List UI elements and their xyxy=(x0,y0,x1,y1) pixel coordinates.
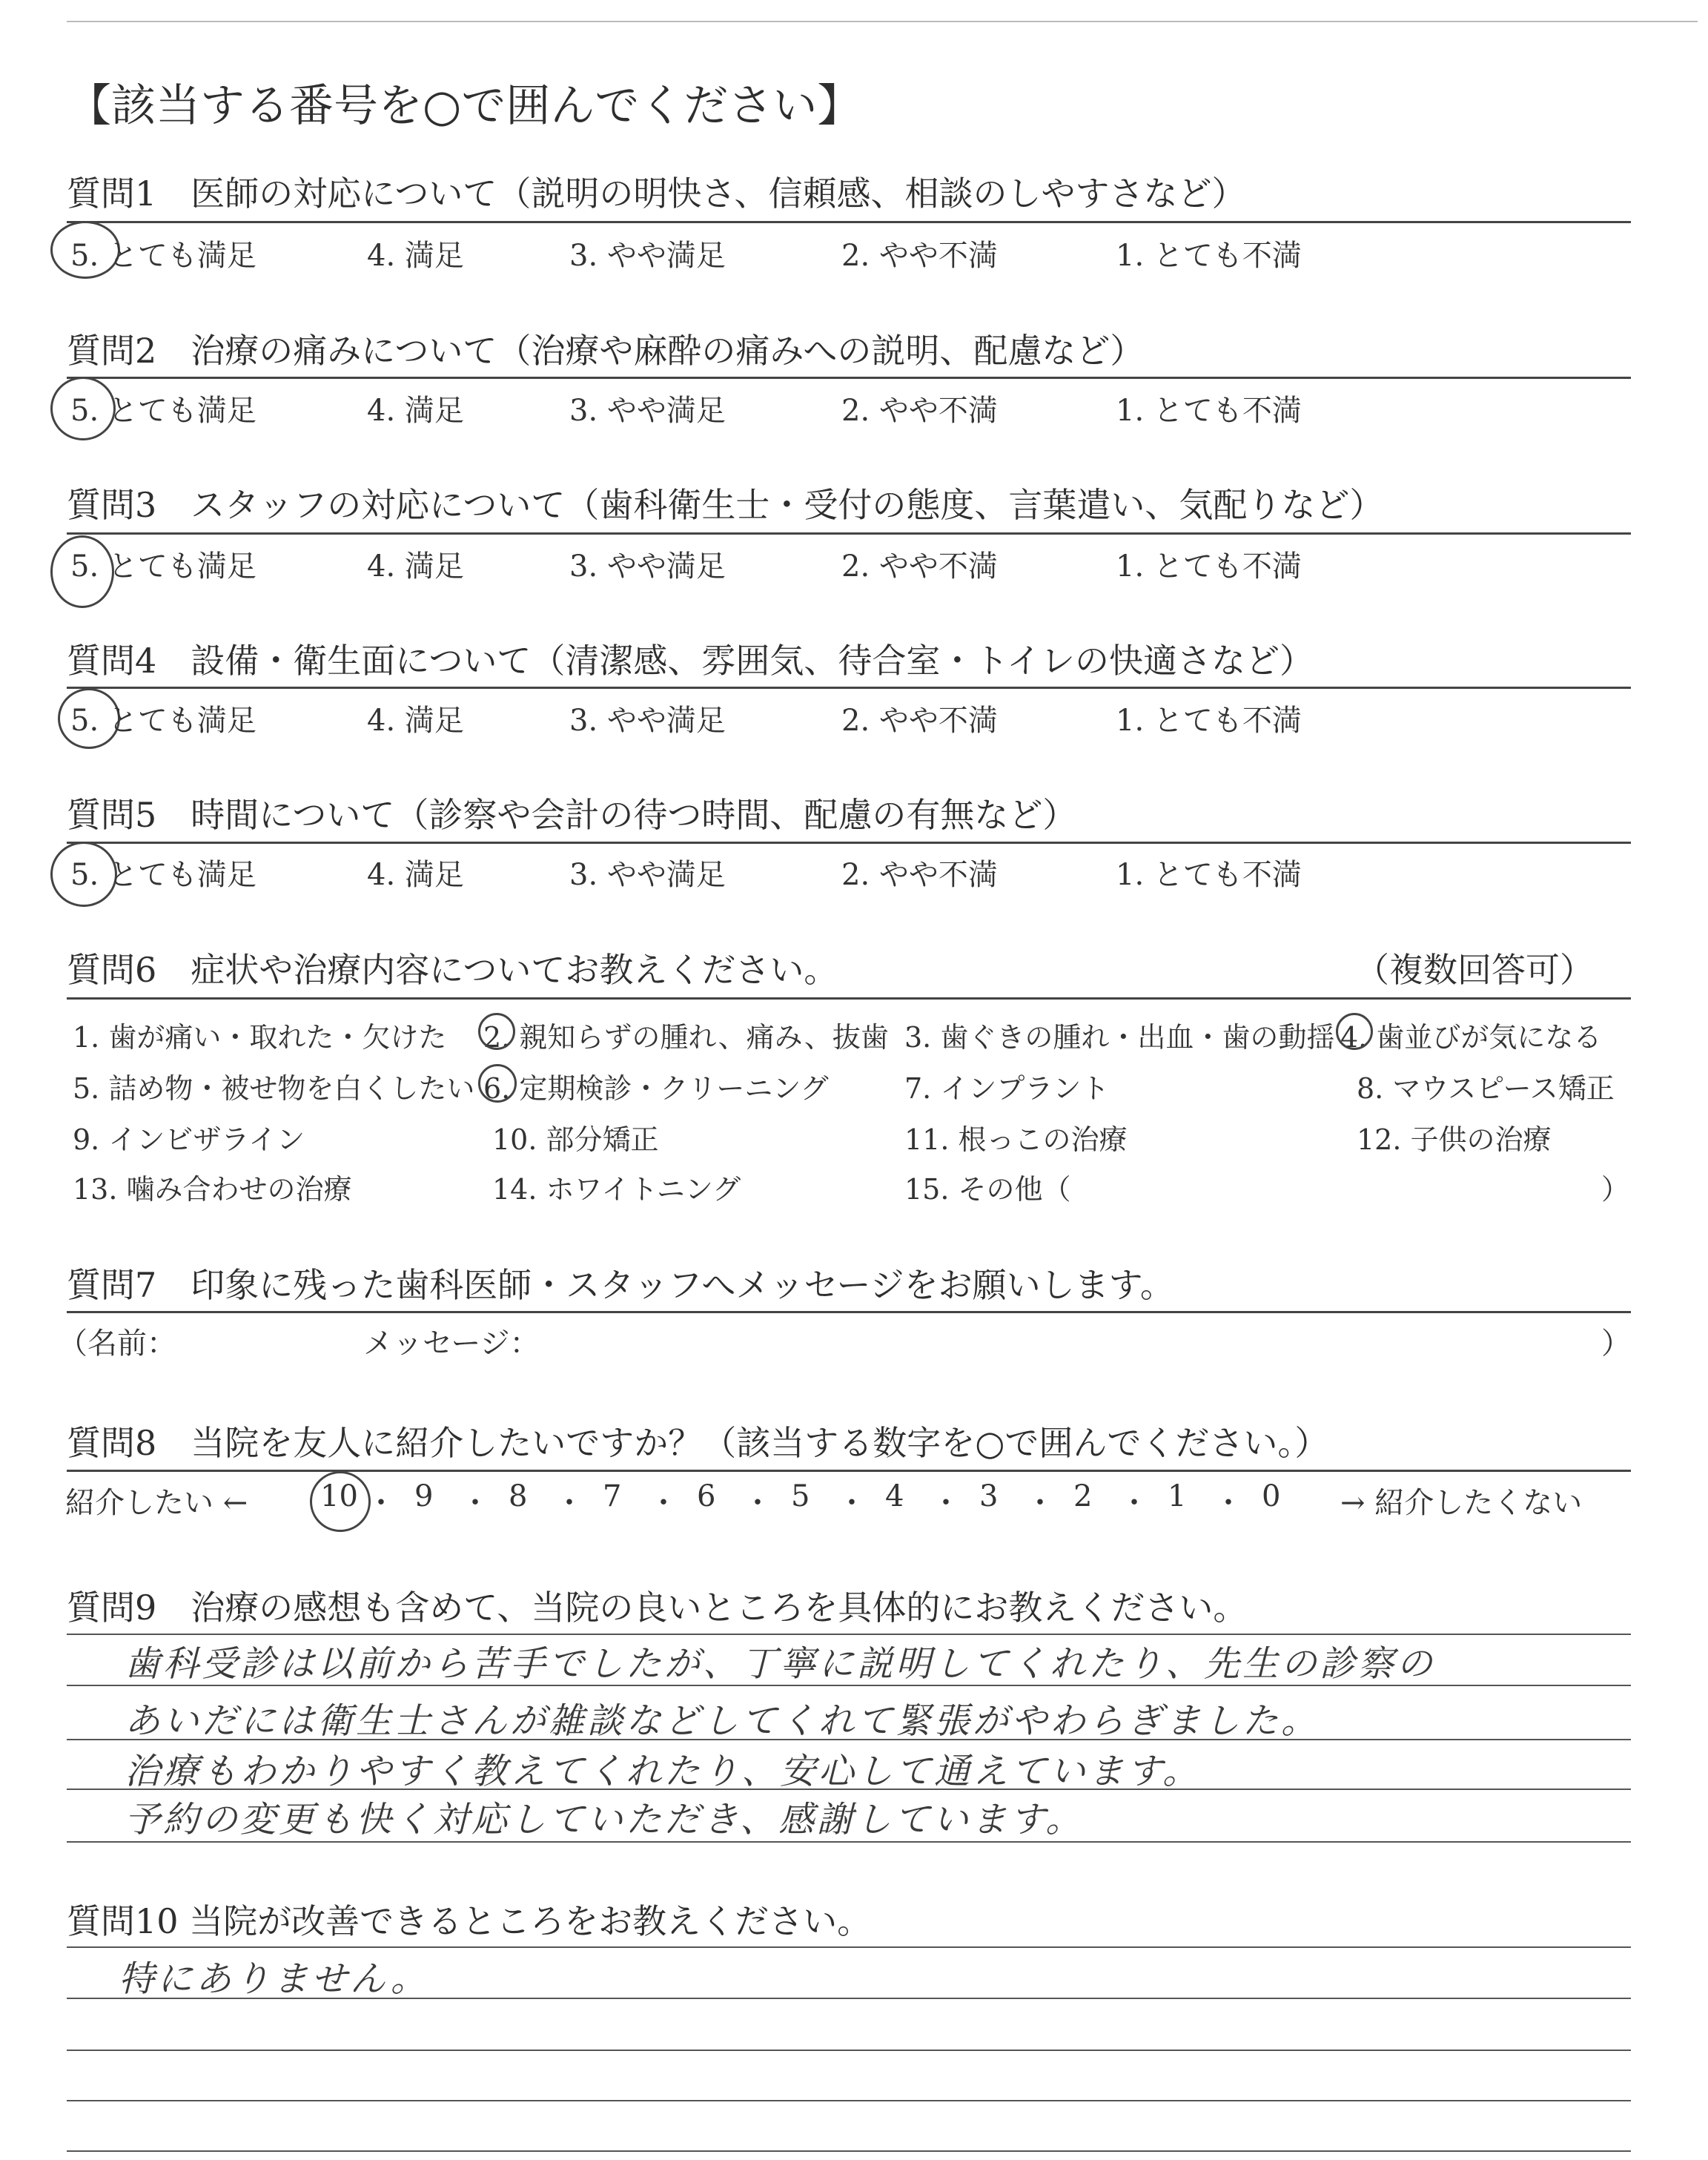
question-3-label: 質問3 スタッフの対応について（歯科衛生士・受付の態度、言葉遣い、気配りなど） xyxy=(67,485,1384,525)
q8-scale-3[interactable]: 3 xyxy=(979,1479,999,1513)
q9-line-4 xyxy=(67,1789,1631,1790)
selection-circle-mark xyxy=(478,1064,517,1103)
q8-left-label: 紹介したい ← xyxy=(65,1486,248,1520)
q10-line-5 xyxy=(67,2150,1631,2152)
selection-circle-mark xyxy=(478,1013,515,1050)
question-8-rule xyxy=(67,1470,1631,1472)
q4-option-1[interactable]: 1. とても不満 xyxy=(1116,704,1302,738)
q2-option-3[interactable]: 3. やや満足 xyxy=(569,394,726,428)
q10-line-4 xyxy=(67,2100,1631,2101)
q2-option-2[interactable]: 2. やや不満 xyxy=(841,394,998,428)
q1-option-1[interactable]: 1. とても不満 xyxy=(1116,239,1302,273)
q8-scale-separator: ・ xyxy=(1025,1486,1055,1520)
q8-scale-separator: ・ xyxy=(931,1486,961,1520)
q5-option-1[interactable]: 1. とても不満 xyxy=(1116,858,1302,892)
question-1-rule xyxy=(67,221,1631,223)
q8-scale-separator: ・ xyxy=(1119,1486,1149,1520)
question-7-label: 質問7 印象に残った歯科医師・スタッフへメッセージをお願いします。 xyxy=(67,1265,1174,1305)
q10-line-1 xyxy=(67,1946,1631,1948)
q9-line-2 xyxy=(67,1685,1631,1686)
q10-line-2 xyxy=(67,1998,1631,1999)
q4-option-4[interactable]: 4. 満足 xyxy=(367,704,464,738)
q8-scale-2[interactable]: 2 xyxy=(1073,1479,1093,1513)
q8-scale-8[interactable]: 8 xyxy=(509,1479,528,1513)
question-4-label: 質問4 設備・衛生面について（清潔感、雰囲気、待合室・トイレの快適さなど） xyxy=(67,641,1314,681)
question-1-label: 質問1 医師の対応について（説明の明快さ、信頼感、相談のしやすさなど） xyxy=(67,174,1246,214)
q6-item-7[interactable]: 7. インプラント xyxy=(904,1072,1110,1105)
question-7-rule xyxy=(67,1311,1631,1313)
q8-scale-9[interactable]: 9 xyxy=(414,1479,434,1513)
q6-item-8[interactable]: 8. マウスピース矯正 xyxy=(1357,1072,1615,1105)
q7-message-label: メッセージ： xyxy=(363,1327,540,1361)
question-9-label: 質問9 治療の感想も含めて、当院の良いところを具体的にお教えください。 xyxy=(67,1588,1248,1628)
question-6-note: （複数回答可） xyxy=(1355,950,1594,990)
q2-option-1[interactable]: 1. とても不満 xyxy=(1116,394,1302,428)
question-2-rule xyxy=(67,377,1631,379)
q8-scale-separator: ・ xyxy=(837,1486,867,1520)
page-title: 【該当する番号を○で囲んでください】 xyxy=(67,80,862,132)
q9-line-3 xyxy=(67,1739,1631,1740)
question-3-rule xyxy=(67,532,1631,535)
q10-line-3 xyxy=(67,2050,1631,2051)
q8-scale-10[interactable]: 10 xyxy=(320,1479,358,1513)
q4-option-3[interactable]: 3. やや満足 xyxy=(569,704,726,738)
q6-item-14[interactable]: 14. ホワイトニング xyxy=(492,1173,741,1206)
q6-item-12[interactable]: 12. 子供の治療 xyxy=(1357,1123,1552,1156)
q5-option-5[interactable]: 5. とても満足 xyxy=(70,858,256,892)
q8-scale-separator: ・ xyxy=(743,1486,772,1520)
q8-scale-separator: ・ xyxy=(649,1486,678,1520)
q8-scale-0[interactable]: 0 xyxy=(1262,1479,1281,1513)
q6-other-close: ） xyxy=(1601,1173,1630,1206)
q6-item-2[interactable]: 2. 親知らずの腫れ、痛み、抜歯 xyxy=(483,1021,889,1054)
q8-scale-6[interactable]: 6 xyxy=(697,1479,716,1513)
q6-item-13[interactable]: 13. 噛み合わせの治療 xyxy=(73,1173,352,1206)
selection-circle-mark xyxy=(310,1471,371,1532)
q3-option-5[interactable]: 5. とても満足 xyxy=(70,549,256,584)
q8-scale-4[interactable]: 4 xyxy=(885,1479,904,1513)
q6-item-5[interactable]: 5. 詰め物・被せ物を白くしたい xyxy=(73,1072,475,1105)
q8-scale-separator: ・ xyxy=(555,1486,584,1520)
q6-item-4[interactable]: 4. 歯並びが気になる xyxy=(1340,1021,1602,1054)
q3-option-2[interactable]: 2. やや不満 xyxy=(841,549,998,584)
question-6-rule xyxy=(67,997,1631,1000)
q1-option-3[interactable]: 3. やや満足 xyxy=(569,239,726,273)
q8-scale-5[interactable]: 5 xyxy=(791,1479,810,1513)
selection-circle-mark xyxy=(1336,1013,1373,1050)
top-border xyxy=(67,21,1698,22)
q3-option-4[interactable]: 4. 満足 xyxy=(367,549,464,584)
q6-item-3[interactable]: 3. 歯ぐきの腫れ・出血・歯の動揺 xyxy=(904,1021,1335,1054)
q6-item-15[interactable]: 15. その他（ xyxy=(904,1173,1071,1206)
q9-answer-line-4: 予約の変更も快く対応していただき、感謝しています。 xyxy=(125,1799,1085,1840)
q1-option-4[interactable]: 4. 満足 xyxy=(367,239,464,273)
q5-option-2[interactable]: 2. やや不満 xyxy=(841,858,998,892)
q2-option-4[interactable]: 4. 満足 xyxy=(367,394,464,428)
q3-option-3[interactable]: 3. やや満足 xyxy=(569,549,726,584)
q9-line-5 xyxy=(67,1841,1631,1843)
q1-option-2[interactable]: 2. やや不満 xyxy=(841,239,998,273)
q8-scale-separator: ・ xyxy=(366,1486,396,1520)
q5-option-3[interactable]: 3. やや満足 xyxy=(569,858,726,892)
q9-answer-line-2: あいだには衛生士さんが雑談などしてくれて緊張がやわらぎました。 xyxy=(125,1700,1320,1742)
q9-answer-line-3: 治療もわかりやすく教えてくれたり、安心して通えています。 xyxy=(125,1751,1202,1792)
question-8-label: 質問8 当院を友人に紹介したいですか？（該当する数字を○で囲んでください。） xyxy=(67,1423,1329,1463)
q10-answer-line-1: 特にありません。 xyxy=(119,1958,429,2000)
q9-answer-line-1: 歯科受診は以前から苦手でしたが、丁寧に説明してくれたり、先生の診察の xyxy=(125,1643,1436,1685)
q3-option-1[interactable]: 1. とても不満 xyxy=(1116,549,1302,584)
q6-item-11[interactable]: 11. 根っこの治療 xyxy=(904,1123,1128,1156)
q8-scale-separator: ・ xyxy=(460,1486,490,1520)
q8-scale-7[interactable]: 7 xyxy=(603,1479,622,1513)
q6-item-10[interactable]: 10. 部分矯正 xyxy=(492,1123,659,1156)
q8-scale-separator: ・ xyxy=(1214,1486,1243,1520)
q5-option-4[interactable]: 4. 満足 xyxy=(367,858,464,892)
q4-option-2[interactable]: 2. やや不満 xyxy=(841,704,998,738)
q2-option-5[interactable]: 5. とても満足 xyxy=(70,394,256,428)
q6-item-1[interactable]: 1. 歯が痛い・取れた・欠けた xyxy=(73,1021,447,1054)
question-2-label: 質問2 治療の痛みについて（治療や麻酔の痛みへの説明、配慮など） xyxy=(67,331,1145,371)
q6-item-6[interactable]: 6. 定期検診・クリーニング xyxy=(483,1072,829,1105)
q1-option-5[interactable]: 5. とても満足 xyxy=(70,239,256,273)
q8-scale-1[interactable]: 1 xyxy=(1168,1479,1187,1513)
q4-option-5[interactable]: 5. とても満足 xyxy=(70,704,256,738)
q8-right-label: → 紹介したくない xyxy=(1340,1486,1583,1520)
question-5-label: 質問5 時間について（診察や会計の待つ時間、配慮の有無など） xyxy=(67,795,1077,835)
question-5-rule xyxy=(67,842,1631,844)
question-4-rule xyxy=(67,687,1631,689)
q6-item-9[interactable]: 9. インビザライン xyxy=(73,1123,305,1156)
q7-name-label: （名前： xyxy=(58,1327,176,1361)
q7-close: ） xyxy=(1601,1327,1631,1361)
question-10-label: 質問10 当院が改善できるところをお教えください。 xyxy=(67,1901,872,1941)
question-6-label: 質問6 症状や治療内容についてお教えください。 xyxy=(67,950,838,990)
